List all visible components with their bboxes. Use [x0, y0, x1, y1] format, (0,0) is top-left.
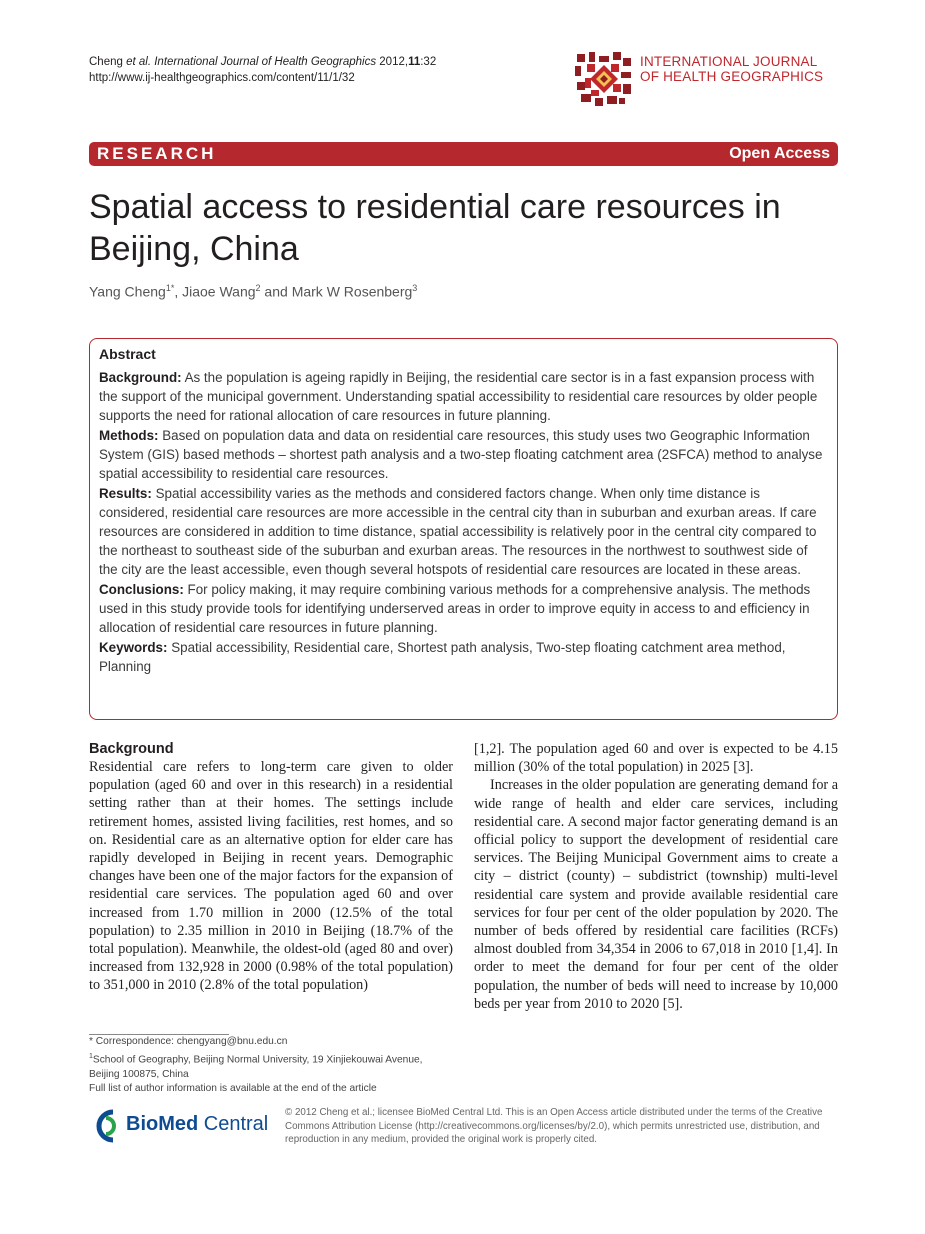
license-text: © 2012 Cheng et al.; licensee BioMed Central Ltd. This is an Open Access article distributed under the terms of the Creative Commons Attribution License (http://creativecommons.org/licenses/by/2.0), which permits unrestricted use, distribution, and reproduction in any medium, provided the original work is properly cited. [285, 1107, 823, 1145]
footnotes [89, 1035, 453, 1097]
abstract-heading: Abstract [99, 346, 156, 362]
author-link[interactable]: Jiaoe Wang [182, 283, 256, 300]
citation-line: Cheng et al. International Journal of Health Geographics 2012,11:32 [89, 56, 437, 68]
abstract-background: Background: As the population is ageing rapidly in Beijing, the residential care sector is in a fast expansion process with the support of the municipal government. Understanding spatial accessibility to residential care resources by older people supports the need for rational allocation of care resources in future planning. [99, 370, 818, 423]
section-heading: Background [89, 741, 174, 757]
author-list: Yang Cheng$^{1*}$, Jiaoe Wang$^2$ and Mark W Rosenberg$^3$ [89, 283, 418, 300]
correspondence-note: * Correspondence: chengyang@bnu.edu.cn [89, 1036, 288, 1047]
body-paragraph: [1,2]. The population aged 60 and over is expected to be 4.15 million (30% of the total population) in 2025 [3]. [474, 741, 838, 776]
journal-logo-icon [575, 52, 633, 106]
body-right-column [474, 740, 838, 1013]
article-url[interactable]: http://www.ij-healthgeographics.com/content/11/1/32 [89, 72, 355, 84]
biomed-central-logo: BioMed Central [89, 1108, 269, 1144]
author-link[interactable]: Mark W Rosenberg [291, 283, 413, 300]
body-paragraph: Residential care refers to long-term care given to older population (aged 60 and over in this research) in a residential setting rather than at their homes. The settings include retirement homes, assisted living facilities, rest homes, and so on. Residential care as an alternative option for elder care has rapidly developed in Beijing in recent years. Demographic changes have been one of the major factors for the expansion of residential care services. The population aged 60 and over increased from 1.70 million in 2000 (12.5% of the total population) to 2.35 million in 2010 in Beijing (18.7% of the total population). Meanwhile, the oldest-old (aged 80 and over) increased from 132,928 in 2000 (0.98% of the total population) to 351,000 in 2010 (2.8% of the total population) [89, 759, 453, 994]
author-info-note: Full list of author information is available at the end of the article [89, 1083, 377, 1095]
biomed-central-icon [89, 1108, 123, 1144]
citation-header [89, 54, 436, 86]
abstract-conclusions: Conclusions: For policy making, it may require combining various methods for a comprehensive analysis. The methods used in this study provide tools for identifying underserved areas in order to improve equity in access to and efficiency in allocation of residential care resources in future planning. [99, 582, 811, 635]
article-title: Spatial access to residential care resources in Beijing, China [89, 188, 781, 268]
abstract-methods: Methods: Based on population data and data on residential care resources, this study uses two Geographic Information System (GIS) based methods – shortest path analysis and a two-step floating catchment area (2SFCA) method to analyse spatial accessibility to residential care resources. [99, 428, 823, 481]
open-access-label: Open Access [729, 145, 830, 162]
affiliation-note: $^1$School of Geography, Beijing Normal University, 19 Xinjiekouwai Avenue, Beijing 100875, China [89, 1052, 423, 1080]
abstract-keywords: Keywords: Spatial accessibility, Residential care, Shortest path analysis, Two-step floating catchment area method, Planning [99, 640, 786, 674]
abstract-results: Results: Spatial accessibility varies as the methods and considered factors change. When only time distance is considered, residential care resources are more accessible in the central city than in suburban and exurban areas. If care resources are considered in addition to time distance, spatial accessibility is relatively poor in the central city compared to the northeast to southeast side of the suburban and exurban areas. The resources in the northwest to southwest side of the city are the least accessible, even though several hotspots of residential care resources are located in these areas. [99, 486, 817, 577]
journal-name: INTERNATIONAL JOURNAL OF HEALTH GEOGRAPHICS [640, 54, 824, 84]
article-type-label: RESEARCH [97, 144, 217, 163]
body-paragraph: Increases in the older population are generating demand for a wide range of health and elder care services, including residential care. A second major factor generating demand is an official policy to support the development of residential care services. The Beijing Municipal Government aims to create a city – district (county) – subdistrict (township) multi-level residential care system and provide available residential care services for four per cent of the older population by 2020. The number of beds offered by residential care facilities (RCFs) almost doubled from 34,354 in 2006 to 67,018 in 2010 [1,4]. In order to meet the demand for four per cent of the older population, the number of beds will need to increase by 10,000 beds per year from 2010 to 2020 [5]. [474, 777, 838, 1012]
article-type-banner [89, 142, 838, 166]
author-link[interactable]: Yang Cheng [89, 283, 166, 300]
body-left-column [89, 740, 453, 995]
abstract-box [89, 338, 838, 720]
